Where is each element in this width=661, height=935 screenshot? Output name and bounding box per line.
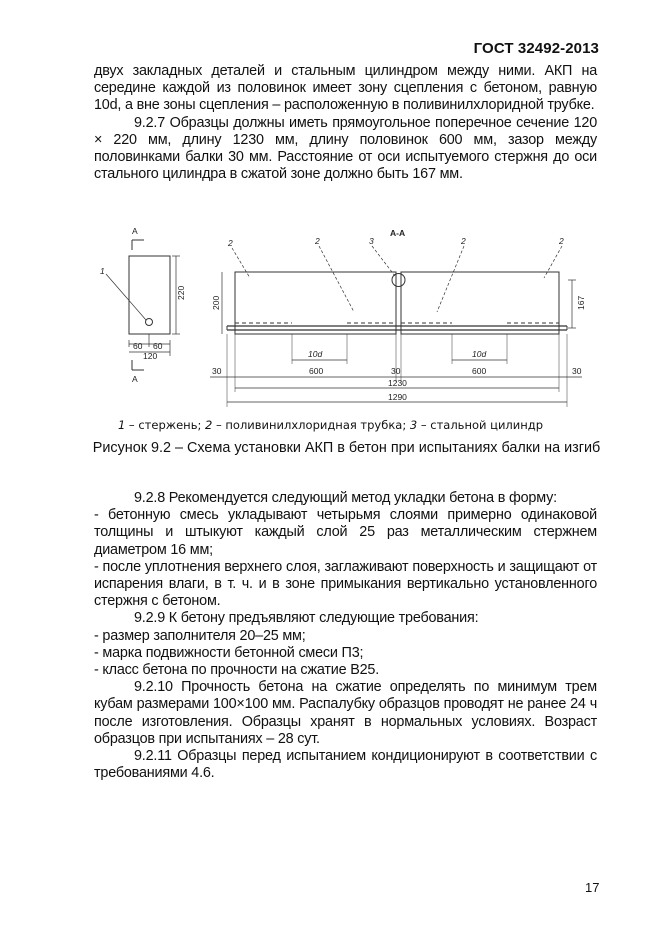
callout-leader-1	[106, 274, 146, 320]
paragraph: - после уплотнения верхнего слоя, заглаживают поверхность и защищают от испарения влаги, в т. ч. и в зоне примыкания вертикально установленного стержня с бетоном.	[94, 558, 597, 610]
paragraph: - бетонную смесь укладывают четырьмя слоями примерно одинаковой толщины и штыкуют каждый слой 25 раз металлическим стержнем диаметром 16 мм;	[94, 507, 597, 558]
paragraph: двух закладных деталей и стальным цилиндром между ними. АКП на середине каждой из половинок имеет зону сцепления с бетоном, равную 10d, а вне зоны сцепления – расположенную в поливинилхлоридной трубке.	[94, 63, 597, 114]
callout-2b: 2	[315, 236, 320, 246]
body-text-top	[94, 63, 597, 183]
paragraph: 9.2.8 Рекомендуется следующий метод укладки бетона в форму:	[134, 490, 557, 506]
legend-number-3: 3	[409, 418, 418, 432]
rod-section	[146, 319, 153, 326]
paragraph: 9.2.10 Прочность бетона на сжатие определять по минимум трем кубам размерами 100×100 мм. Распалубку образцов проводят не ранее 24 ч после изготовления. Образцы хранят в нормальных условиях. Возраст образцов при испытаниях – 28 сут.	[94, 679, 597, 747]
section-label-top: А	[132, 226, 138, 236]
legend-number-1: 1	[117, 418, 126, 432]
dim-label-section-width: 120	[143, 351, 158, 361]
beam-test-drawing	[92, 222, 602, 412]
dim-label-end-left: 30	[212, 366, 222, 376]
legend-text-3: – стальной цилиндр	[417, 418, 544, 432]
paragraph: 9.2.9 К бетону предъявляют следующие требования:	[134, 610, 479, 627]
legend-text-2: – поливинилхлоридная трубка;	[212, 418, 410, 432]
section-label-bottom: А	[132, 374, 138, 384]
steel-cylinder	[392, 274, 405, 287]
section-view-label: А-А	[390, 228, 406, 238]
beam-half-right	[401, 272, 559, 334]
callout-2d: 2	[559, 236, 564, 246]
dim-label-half-right: 600	[472, 366, 487, 376]
callout-3: 3	[369, 236, 374, 246]
paragraph: - марка подвижности бетонной смеси П3;	[94, 644, 364, 661]
dim-label-bond-right: 10d	[472, 349, 487, 359]
page-number: 17	[585, 880, 600, 895]
document-standard-header: ГОСТ 32492-2013	[473, 40, 599, 57]
paragraph: 9.2.7 Образцы должны иметь прямоугольное поперечное сечение 120 × 220 мм, длину 1230 мм, длину половинок 600 мм, зазор между половинками балки 30 мм. Расстояние от оси испытуемого стержня до оси стального цилиндра в сжатой зоне должно быть 167 мм.	[94, 114, 597, 183]
cross-section-rect	[129, 256, 170, 334]
figure-legend	[60, 418, 601, 432]
dim-label-section-half-2: 60	[153, 341, 163, 351]
body-text-bottom	[94, 490, 597, 782]
dim-label-beam-length: 1230	[388, 378, 407, 388]
callout-1: 1	[100, 266, 105, 276]
paragraph: - класс бетона по прочности на сжатие В25.	[94, 662, 380, 679]
dim-label-gap: 30	[391, 366, 401, 376]
dim-label-total-length: 1290	[388, 392, 407, 402]
dim-label-cylinder-distance: 167	[576, 295, 586, 310]
dim-label-half-left: 600	[309, 366, 324, 376]
callout-2c: 2	[461, 236, 466, 246]
dim-label-beam-height: 200	[211, 295, 221, 310]
paragraph: - размер заполнителя 20–25 мм;	[94, 627, 306, 644]
dim-label-section-half-1: 60	[133, 341, 143, 351]
legend-number-2: 2	[205, 418, 213, 432]
dim-label-bond-left: 10d	[308, 349, 323, 359]
dim-label-end-right: 30	[572, 366, 582, 376]
legend-text-1: – стержень;	[125, 418, 206, 432]
dim-label-section-height: 220	[176, 285, 186, 300]
paragraph: 9.2.11 Образцы перед испытанием кондиционируют в соответствии с требованиями 4.6.	[94, 748, 597, 782]
beam-half-left	[235, 272, 396, 334]
figure-caption: Рисунок 9.2 – Схема установки АКП в бетон при испытаниях балки на изгиб	[92, 440, 601, 456]
callout-2a: 2	[228, 238, 233, 248]
